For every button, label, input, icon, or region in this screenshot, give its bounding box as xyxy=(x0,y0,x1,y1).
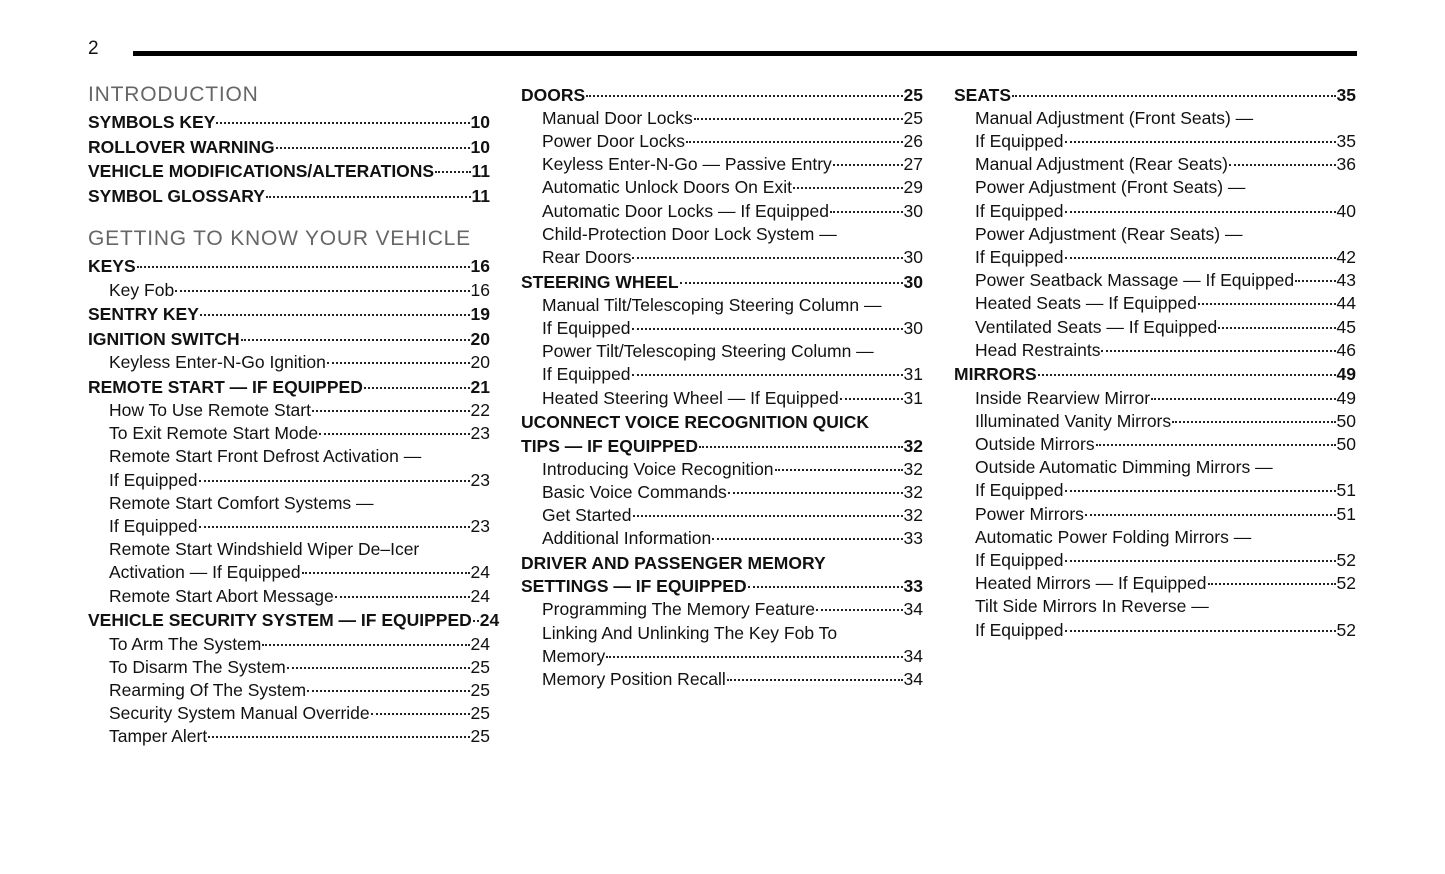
dot-leader xyxy=(1101,350,1335,352)
entry-first-line: Automatic Power Folding Mirrors — xyxy=(975,526,1252,547)
toc-entry-rollover-warning[interactable] xyxy=(88,136,490,159)
entry-label: Manual Adjustment (Rear Seats) xyxy=(975,154,1228,175)
page-ref: 25 xyxy=(903,84,923,105)
entry-label: If Equipped xyxy=(975,619,1064,640)
entry-label: VEHICLE MODIFICATIONS/ALTERATIONS xyxy=(88,161,435,182)
toc-entry-memory-position-recall[interactable] xyxy=(521,668,923,691)
entry-first-line: Power Adjustment (Front Seats) — xyxy=(975,177,1246,198)
toc-entry-heated-steering-wheel[interactable] xyxy=(521,387,923,410)
toc-entry-manual-tilt-steering[interactable] xyxy=(521,294,923,340)
toc-entry-passive-entry[interactable] xyxy=(521,153,923,176)
dot-leader xyxy=(137,266,470,268)
page-ref: 50 xyxy=(1336,410,1356,431)
page-ref: 25 xyxy=(470,726,490,747)
dot-leader xyxy=(371,713,470,715)
page-ref: 35 xyxy=(1336,84,1356,105)
toc-column-3 xyxy=(954,82,1356,642)
toc-entry-seats[interactable] xyxy=(954,84,1356,107)
page-ref: 29 xyxy=(903,177,923,198)
toc-entry-vanity-mirrors[interactable] xyxy=(954,410,1356,433)
toc-entry-remote-start-wiper-deicer[interactable] xyxy=(88,538,490,584)
entry-label: Introducing Voice Recognition xyxy=(542,458,774,479)
page-ref: 50 xyxy=(1336,434,1356,455)
page-ref: 21 xyxy=(470,376,490,397)
dot-leader xyxy=(302,572,470,574)
entry-line xyxy=(954,549,1356,572)
page-ref: 36 xyxy=(1336,154,1356,175)
entry-label: VEHICLE SECURITY SYSTEM — IF EQUIPPED xyxy=(88,610,472,631)
page-ref: 34 xyxy=(903,599,923,620)
toc-entry-auto-dimming-mirrors[interactable] xyxy=(954,456,1356,502)
entry-label: If Equipped xyxy=(109,516,198,537)
dot-leader xyxy=(435,171,470,173)
page-ref: 20 xyxy=(470,352,490,373)
entry-label: If Equipped xyxy=(542,364,631,385)
page-ref: 40 xyxy=(1336,200,1356,221)
dot-leader xyxy=(632,328,903,330)
entry-line xyxy=(521,363,923,386)
dot-leader xyxy=(632,374,903,376)
page-ref: 32 xyxy=(903,505,923,526)
entry-label: Additional Information xyxy=(542,528,712,549)
page-ref: 34 xyxy=(903,669,923,690)
toc-entry-power-door-locks[interactable] xyxy=(521,130,923,153)
dot-leader xyxy=(266,196,471,198)
page-ref: 52 xyxy=(1336,550,1356,571)
entry-first-line: Child-Protection Door Lock System — xyxy=(542,223,837,244)
toc-entry-linking-key-fob[interactable] xyxy=(521,622,923,668)
dot-leader xyxy=(175,290,469,292)
entry-label: Head Restraints xyxy=(975,339,1101,360)
dot-leader xyxy=(1208,583,1336,585)
entry-line xyxy=(954,479,1356,502)
dot-leader xyxy=(748,586,903,588)
entry-line xyxy=(521,317,923,340)
toc-entry-steering-wheel[interactable] xyxy=(521,271,923,294)
page-ref: 32 xyxy=(903,481,923,502)
entry-first-line: UCONNECT VOICE RECOGNITION QUICK xyxy=(521,412,870,433)
entry-label: Keyless Enter-N-Go Ignition xyxy=(109,352,326,373)
entry-label: Rear Doors xyxy=(542,246,632,267)
entry-first-line: DRIVER AND PASSENGER MEMORY xyxy=(521,553,826,574)
entry-label: If Equipped xyxy=(975,480,1064,501)
page-ref: 31 xyxy=(903,364,923,385)
entry-label: ROLLOVER WARNING xyxy=(88,136,275,157)
entry-label: Get Started xyxy=(542,505,632,526)
dot-leader xyxy=(727,679,903,681)
entry-label: STEERING WHEEL xyxy=(521,271,679,292)
dot-leader xyxy=(1198,303,1336,305)
page-ref: 30 xyxy=(903,318,923,339)
page-ref: 20 xyxy=(470,328,490,349)
dot-leader xyxy=(694,118,903,120)
toc-entry-auto-unlock-doors[interactable] xyxy=(521,176,923,199)
toc-entry-heated-seats[interactable] xyxy=(954,292,1356,315)
entry-first-line: Linking And Unlinking The Key Fob To xyxy=(542,622,838,643)
toc-entry-manual-adjust-front[interactable] xyxy=(954,107,1356,153)
page-ref: 23 xyxy=(470,469,490,490)
page-ref: 16 xyxy=(470,256,490,277)
page-ref: 32 xyxy=(903,458,923,479)
entry-label: SETTINGS — IF EQUIPPED xyxy=(521,576,747,597)
entry-first-line: Remote Start Front Defrost Activation — xyxy=(109,446,422,467)
page-ref: 49 xyxy=(1336,387,1356,408)
page-ref: 19 xyxy=(470,304,490,325)
dot-leader xyxy=(1151,398,1335,400)
entry-label: SYMBOL GLOSSARY xyxy=(88,186,265,207)
dot-leader xyxy=(216,122,469,124)
entry-label: If Equipped xyxy=(975,130,1064,151)
toc-entry-key-fob[interactable] xyxy=(88,279,490,302)
toc-entry-symbol-glossary[interactable] xyxy=(88,185,490,208)
dot-leader xyxy=(199,480,470,482)
dot-leader xyxy=(287,667,470,669)
entry-label: Inside Rearview Mirror xyxy=(975,387,1151,408)
toc-entry-symbols-key[interactable] xyxy=(88,111,490,134)
entry-label: Manual Door Locks xyxy=(542,107,693,128)
toc-entry-exit-remote-start[interactable] xyxy=(88,422,490,445)
dot-leader xyxy=(728,492,903,494)
page-number: 2 xyxy=(88,38,99,59)
toc-entry-outside-mirrors[interactable] xyxy=(954,433,1356,456)
dot-leader xyxy=(1229,164,1336,166)
page-ref: 24 xyxy=(479,610,500,631)
entry-line xyxy=(88,515,490,538)
toc-entry-basic-voice-commands[interactable] xyxy=(521,481,923,504)
toc-entry-memory-settings[interactable] xyxy=(521,552,923,598)
dot-leader xyxy=(1065,211,1336,213)
toc-entry-inside-rearview-mirror[interactable] xyxy=(954,387,1356,410)
dot-leader xyxy=(586,95,902,97)
toc-entry-seatback-massage[interactable] xyxy=(954,269,1356,292)
entry-first-line: Manual Tilt/Telescoping Steering Column — xyxy=(542,294,882,315)
entry-first-line: Remote Start Windshield Wiper De–Icer xyxy=(109,539,420,560)
entry-first-line: Power Adjustment (Rear Seats) — xyxy=(975,223,1243,244)
page-ref: 25 xyxy=(470,703,490,724)
entry-label: Power Mirrors xyxy=(975,503,1084,524)
toc-entry-child-protection-lock[interactable] xyxy=(521,223,923,269)
toc-entry-power-folding-mirrors[interactable] xyxy=(954,526,1356,572)
toc-column-2 xyxy=(521,82,923,691)
entry-label: REMOTE START — IF EQUIPPED xyxy=(88,376,363,397)
entry-label: Basic Voice Commands xyxy=(542,481,727,502)
entry-label: DOORS xyxy=(521,84,586,105)
page-ref: 30 xyxy=(903,271,923,292)
dot-leader xyxy=(319,433,469,435)
entry-label: IGNITION SWITCH xyxy=(88,328,240,349)
entry-line xyxy=(954,619,1356,642)
page-ref: 51 xyxy=(1336,503,1356,524)
page-ref: 35 xyxy=(1336,130,1356,151)
toc-entry-auto-door-locks[interactable] xyxy=(521,200,923,223)
dot-leader xyxy=(327,362,470,364)
page-ref: 30 xyxy=(903,246,923,267)
toc-entry-remote-start-defrost[interactable] xyxy=(88,445,490,491)
entry-label: Power Door Locks xyxy=(542,130,685,151)
dot-leader xyxy=(686,141,903,143)
entry-first-line: Manual Adjustment (Front Seats) — xyxy=(975,107,1254,128)
page-ref: 24 xyxy=(470,585,490,606)
page-ref: 33 xyxy=(903,528,923,549)
entry-line xyxy=(954,130,1356,153)
page-ref: 52 xyxy=(1336,573,1356,594)
page-ref: 26 xyxy=(903,130,923,151)
toc-entry-keys[interactable] xyxy=(88,255,490,278)
page-ref: 42 xyxy=(1336,246,1356,267)
entry-label: Rearming Of The System xyxy=(109,679,307,700)
page-ref: 25 xyxy=(903,107,923,128)
entry-label: How To Use Remote Start xyxy=(109,400,311,421)
page-ref: 32 xyxy=(903,435,923,456)
entry-label: Memory Position Recall xyxy=(542,669,726,690)
toc-entry-vehicle-modifications[interactable] xyxy=(88,160,490,183)
dot-leader xyxy=(816,609,903,611)
entry-label: Automatic Door Locks — If Equipped xyxy=(542,200,829,221)
entry-line xyxy=(521,645,923,668)
entry-first-line: Tilt Side Mirrors In Reverse — xyxy=(975,596,1209,617)
dot-leader xyxy=(830,211,903,213)
page-ref: 25 xyxy=(470,656,490,677)
dot-leader xyxy=(200,314,470,316)
entry-label: Outside Mirrors xyxy=(975,434,1095,455)
dot-leader xyxy=(1295,280,1335,282)
dot-leader xyxy=(262,644,469,646)
toc-entry-power-adjust-front[interactable] xyxy=(954,176,1356,222)
dot-leader xyxy=(1096,444,1336,446)
page-ref: 25 xyxy=(470,679,490,700)
entry-label: Heated Seats — If Equipped xyxy=(975,293,1197,314)
toc-entry-additional-information[interactable] xyxy=(521,527,923,550)
entry-label: SEATS xyxy=(954,84,1012,105)
entry-label: Heated Mirrors — If Equipped xyxy=(975,573,1207,594)
entry-label: Key Fob xyxy=(109,279,175,300)
dot-leader xyxy=(1172,421,1335,423)
entry-label: To Exit Remote Start Mode xyxy=(109,423,319,444)
toc-entry-introducing-voice[interactable] xyxy=(521,458,923,481)
entry-label: MIRRORS xyxy=(954,364,1037,385)
entry-label: Automatic Unlock Doors On Exit xyxy=(542,177,792,198)
toc-entry-remote-start-comfort[interactable] xyxy=(88,492,490,538)
dot-leader xyxy=(1038,374,1336,376)
toc-entry-remote-start-abort[interactable] xyxy=(88,585,490,608)
toc-entry-heated-mirrors[interactable] xyxy=(954,572,1356,595)
page-ref: 34 xyxy=(903,645,923,666)
dot-leader xyxy=(1218,327,1335,329)
entry-label: SENTRY KEY xyxy=(88,304,199,325)
entry-label: If Equipped xyxy=(975,200,1064,221)
toc-entry-power-adjust-rear[interactable] xyxy=(954,223,1356,269)
entry-label: Memory xyxy=(542,645,606,666)
toc-entry-remote-start[interactable] xyxy=(88,376,490,399)
dot-leader xyxy=(1065,257,1336,259)
dot-leader xyxy=(276,147,470,149)
page-ref: 44 xyxy=(1336,293,1356,314)
page-ref: 24 xyxy=(470,562,490,583)
entry-label: Tamper Alert xyxy=(109,726,208,747)
toc-entry-sentry-key[interactable] xyxy=(88,303,490,326)
dot-leader xyxy=(1085,514,1336,516)
entry-line xyxy=(521,435,923,458)
dot-leader xyxy=(632,257,902,259)
entry-label: If Equipped xyxy=(975,246,1064,267)
entry-line xyxy=(521,575,923,598)
dot-leader xyxy=(606,656,902,658)
toc-entry-tamper-alert[interactable] xyxy=(88,725,490,748)
entry-line xyxy=(88,561,490,584)
page-ref: 11 xyxy=(471,161,490,182)
entry-first-line: Power Tilt/Telescoping Steering Column — xyxy=(542,341,874,362)
page-ref: 16 xyxy=(470,279,490,300)
dot-leader xyxy=(775,469,903,471)
dot-leader xyxy=(208,736,469,738)
dot-leader xyxy=(312,410,470,412)
entry-label: To Arm The System xyxy=(109,633,262,654)
page-ref: 27 xyxy=(903,154,923,175)
dot-leader xyxy=(307,690,469,692)
entry-label: If Equipped xyxy=(542,318,631,339)
page-ref: 46 xyxy=(1336,339,1356,360)
toc-entry-disarm-system[interactable] xyxy=(88,656,490,679)
dot-leader xyxy=(1012,95,1335,97)
dot-leader xyxy=(1065,141,1336,143)
section-heading-introduction: INTRODUCTION xyxy=(88,83,259,106)
entry-first-line: Remote Start Comfort Systems — xyxy=(109,492,374,513)
entry-label: Ventilated Seats — If Equipped xyxy=(975,316,1218,337)
toc-entry-rearming-system[interactable] xyxy=(88,679,490,702)
page-ref: 45 xyxy=(1336,316,1356,337)
entry-label: Activation — If Equipped xyxy=(109,562,301,583)
page-ref: 11 xyxy=(471,186,490,207)
toc-entry-get-started[interactable] xyxy=(521,504,923,527)
toc-entry-tilt-mirrors-reverse[interactable] xyxy=(954,595,1356,641)
page-ref: 24 xyxy=(470,633,490,654)
entry-first-line: Outside Automatic Dimming Mirrors — xyxy=(975,457,1273,478)
entry-line xyxy=(88,469,490,492)
entry-label: Power Seatback Massage — If Equipped xyxy=(975,270,1295,291)
header-rule xyxy=(133,51,1357,56)
toc-entry-manual-adjust-rear[interactable] xyxy=(954,153,1356,176)
toc-entry-arm-system[interactable] xyxy=(88,633,490,656)
entry-line xyxy=(521,246,923,269)
entry-label: SYMBOLS KEY xyxy=(88,112,216,132)
toc-entry-doors[interactable] xyxy=(521,84,923,107)
entry-line xyxy=(954,246,1356,269)
dot-leader xyxy=(793,187,903,189)
dot-leader xyxy=(1065,490,1336,492)
dot-leader xyxy=(840,398,903,400)
entry-label: Heated Steering Wheel — If Equipped xyxy=(542,387,839,408)
toc-entry-security-override[interactable] xyxy=(88,702,490,725)
page-ref: 23 xyxy=(470,423,490,444)
page-ref: 23 xyxy=(470,516,490,537)
entry-label: Remote Start Abort Message xyxy=(109,585,334,606)
entry-label: If Equipped xyxy=(975,550,1064,571)
page-ref: 43 xyxy=(1336,270,1356,291)
entry-label: Programming The Memory Feature xyxy=(542,599,815,620)
dot-leader xyxy=(680,282,903,284)
dot-leader xyxy=(473,620,479,622)
toc-entry-ignition-switch[interactable] xyxy=(88,328,490,351)
page-ref: 51 xyxy=(1336,480,1356,501)
entry-label: Keyless Enter-N-Go — Passive Entry xyxy=(542,154,832,175)
page-ref: 33 xyxy=(903,576,923,597)
entry-label: To Disarm The System xyxy=(109,656,286,677)
toc-column-1 xyxy=(88,82,500,749)
page-ref: 10 xyxy=(470,112,490,132)
dot-leader xyxy=(1065,630,1336,632)
entry-line xyxy=(954,200,1356,223)
toc-entry-ventilated-seats[interactable] xyxy=(954,316,1356,339)
dot-leader xyxy=(241,339,470,341)
toc-entry-keyless-ignition[interactable] xyxy=(88,351,490,374)
dot-leader xyxy=(1065,560,1336,562)
toc-entry-how-to-use-remote-start[interactable] xyxy=(88,399,490,422)
page-ref: 22 xyxy=(470,400,490,421)
toc-entry-mirrors[interactable] xyxy=(954,363,1356,386)
toc-entry-head-restraints[interactable] xyxy=(954,339,1356,362)
dot-leader xyxy=(633,515,903,517)
toc-entry-vehicle-security-system[interactable] xyxy=(88,609,500,632)
toc-entry-programming-memory[interactable] xyxy=(521,598,923,621)
page-ref: 10 xyxy=(470,136,490,157)
page-ref: 31 xyxy=(903,387,923,408)
entry-label: KEYS xyxy=(88,256,136,277)
dot-leader xyxy=(199,526,470,528)
page-ref: 49 xyxy=(1336,364,1356,385)
entry-label: Illuminated Vanity Mirrors xyxy=(975,410,1172,431)
entry-label: TIPS — IF EQUIPPED xyxy=(521,435,698,456)
dot-leader xyxy=(335,596,470,598)
toc-entry-manual-door-locks[interactable] xyxy=(521,107,923,130)
toc-entry-uconnect-voice[interactable] xyxy=(521,411,923,457)
dot-leader xyxy=(699,446,903,448)
dot-leader xyxy=(364,387,470,389)
section-heading-getting-to-know: GETTING TO KNOW YOUR VEHICLE xyxy=(88,227,471,251)
dot-leader xyxy=(833,164,903,166)
dot-leader xyxy=(712,538,902,540)
page-ref: 52 xyxy=(1336,619,1356,640)
page-ref: 30 xyxy=(903,200,923,221)
toc-entry-power-mirrors[interactable] xyxy=(954,503,1356,526)
toc-entry-power-tilt-steering[interactable] xyxy=(521,340,923,386)
entry-label: Security System Manual Override xyxy=(109,703,370,724)
entry-label: If Equipped xyxy=(109,469,198,490)
